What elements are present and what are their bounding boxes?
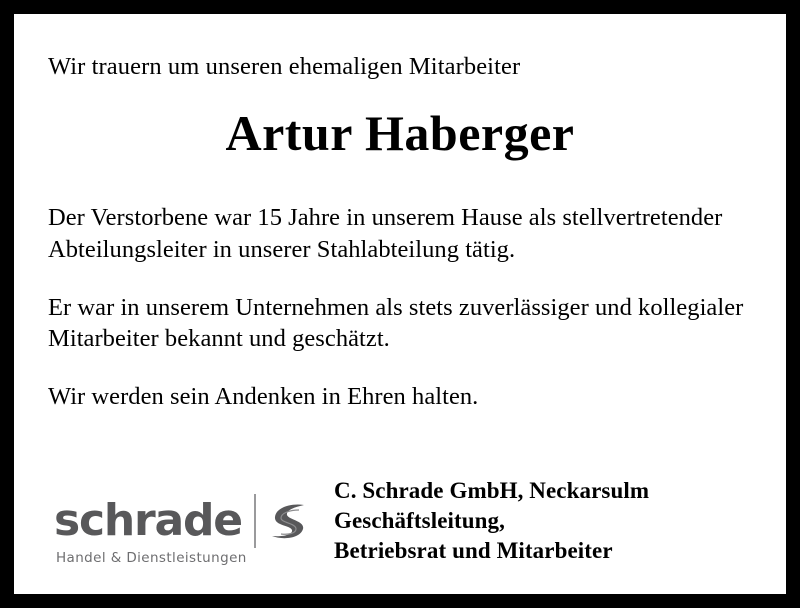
signature-line: Geschäftsleitung, xyxy=(334,508,505,534)
notice-body xyxy=(48,202,752,413)
logo-row xyxy=(54,494,324,548)
notice-paragraph: Er war in unserem Unternehmen als stets zuverlässiger und kollegialer Mitarbeiter bekannt und geschätzt. xyxy=(48,293,744,353)
deceased-name: Artur Haberger xyxy=(225,105,575,162)
schrade-s-mark-icon xyxy=(266,499,310,543)
intro-text: Wir trauern um unseren ehemaligen Mitarbeiter xyxy=(48,53,521,80)
notice-inner-frame xyxy=(12,12,788,596)
company-logo xyxy=(48,494,324,570)
company-signature xyxy=(324,476,752,570)
logo-wordmark: schrade xyxy=(54,495,242,546)
signature-line: C. Schrade GmbH, Neckarsulm xyxy=(334,478,650,504)
logo-tagline: Handel & Dienstleistungen xyxy=(56,550,247,566)
notice-paragraph: Der Verstorbene war 15 Jahre in unserem Hause als stellvertretender Abteilungsleiter in unserer Stahlabteilung tätig. xyxy=(48,203,723,263)
notice-footer xyxy=(48,476,752,576)
logo-divider xyxy=(254,494,256,548)
signature-line: Betriebsrat und Mitarbeiter xyxy=(334,538,613,564)
notice-paragraph: Wir werden sein Andenken in Ehren halten. xyxy=(48,383,479,411)
